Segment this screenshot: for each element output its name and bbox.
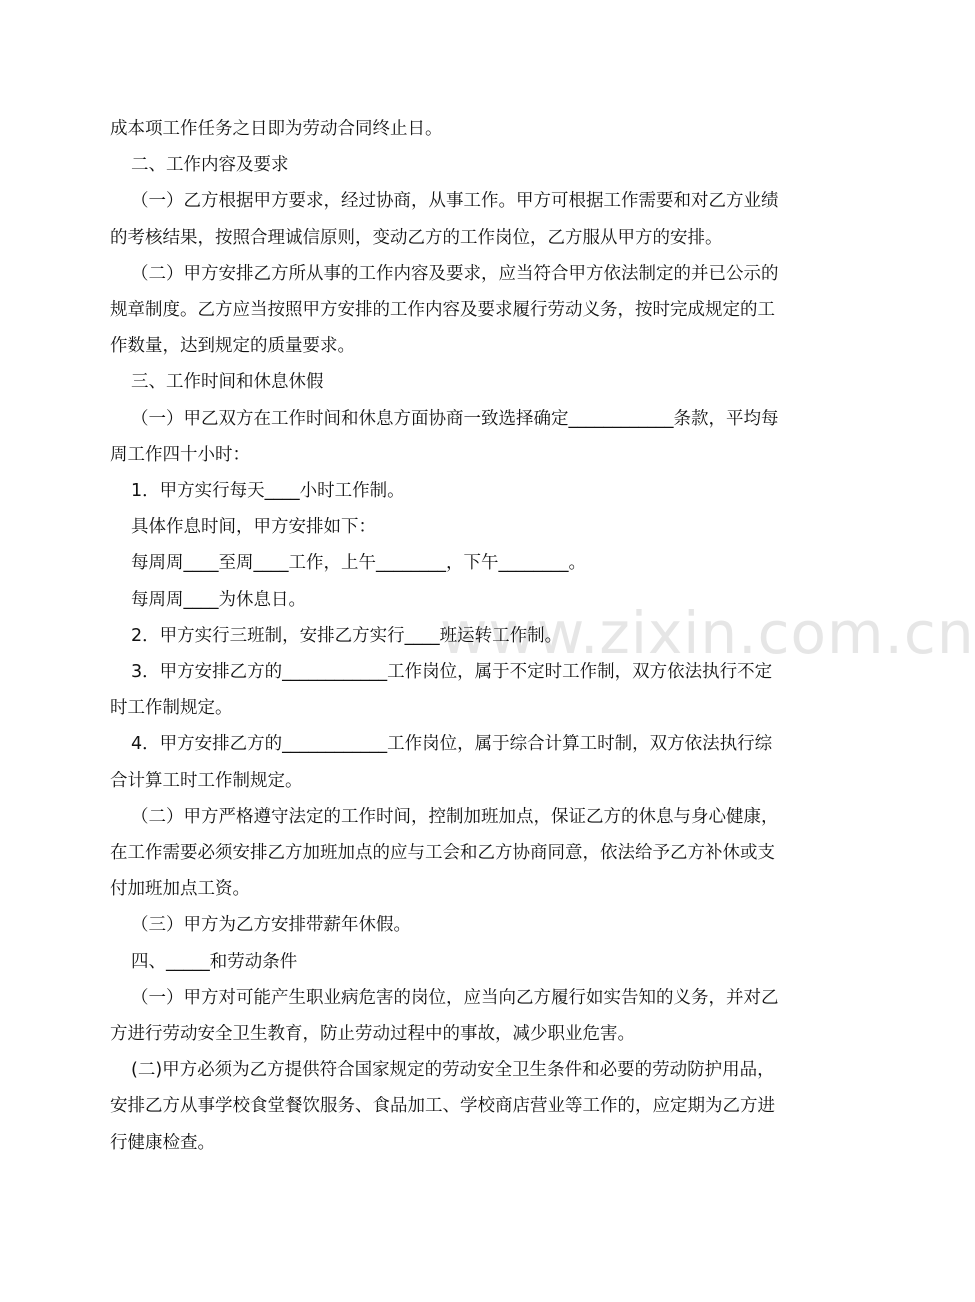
text-line: 时工作制规定。 — [110, 698, 233, 718]
text-line: （一）甲乙双方在工作时间和休息方面协商一致选择确定____________条款，平均每 — [131, 409, 779, 429]
text-line: 1．甲方实行每天____小时工作制。 — [131, 481, 405, 501]
section-heading: 四、_____和劳动条件 — [131, 952, 298, 972]
text-line: (二)甲方必须为乙方提供符合国家规定的劳动安全卫生条件和必要的劳动防护用品， — [131, 1060, 775, 1080]
text-line: 2．甲方实行三班制，安排乙方实行____班运转工作制。 — [131, 626, 563, 646]
text-line: 4．甲方安排乙方的____________工作岗位，属于综合计算工时制，双方依法执行综 — [131, 734, 773, 754]
text-line: 安排乙方从事学校食堂餐饮服务、食品加工、学校商店营业等工作的，应定期为乙方进 — [110, 1096, 775, 1116]
text-line: 3．甲方安排乙方的____________工作岗位，属于不定时工作制，双方依法执行不定 — [131, 662, 773, 682]
text-line: 方进行劳动安全卫生教育，防止劳动过程中的事故，减少职业危害。 — [110, 1024, 635, 1044]
text-line: （二）甲方严格遵守法定的工作时间，控制加班加点，保证乙方的休息与身心健康， — [131, 807, 779, 827]
text-line: 作数量，达到规定的质量要求。 — [110, 336, 355, 356]
text-line: 具体作息时间，甲方安排如下： — [131, 517, 376, 537]
text-line: （三）甲方为乙方安排带薪年休假。 — [131, 915, 411, 935]
section-heading: 三、工作时间和休息休假 — [131, 372, 324, 392]
text-line: 成本项工作任务之日即为劳动合同终止日。 — [110, 119, 443, 139]
text-line: 付加班加点工资。 — [110, 879, 250, 899]
text-line: 周工作四十小时： — [110, 445, 250, 465]
text-line: 在工作需要必须安排乙方加班加点的应与工会和乙方协商同意，依法给予乙方补休或支 — [110, 843, 775, 863]
text-line: 合计算工时工作制规定。 — [110, 771, 303, 791]
text-line: 每周周____至周____工作，上午________，下午________。 — [131, 553, 586, 573]
text-line: 每周周____为休息日。 — [131, 590, 306, 610]
text-line: （一）甲方对可能产生职业病危害的岗位，应当向乙方履行如实告知的义务，并对乙 — [131, 988, 779, 1008]
text-line: （二）甲方安排乙方所从事的工作内容及要求，应当符合甲方依法制定的并已公示的 — [131, 264, 779, 284]
text-line: 行健康检查。 — [110, 1133, 215, 1153]
section-heading: 二、工作内容及要求 — [131, 155, 289, 175]
text-line: （一）乙方根据甲方要求，经过协商，从事工作。甲方可根据工作需要和对乙方业绩 — [131, 191, 779, 211]
watermark: www.zixin.com.cn — [440, 599, 975, 667]
text-line: 规章制度。乙方应当按照甲方安排的工作内容及要求履行劳动义务，按时完成规定的工 — [110, 300, 775, 320]
text-line: 的考核结果，按照合理诚信原则，变动乙方的工作岗位，乙方服从甲方的安排。 — [110, 228, 723, 248]
